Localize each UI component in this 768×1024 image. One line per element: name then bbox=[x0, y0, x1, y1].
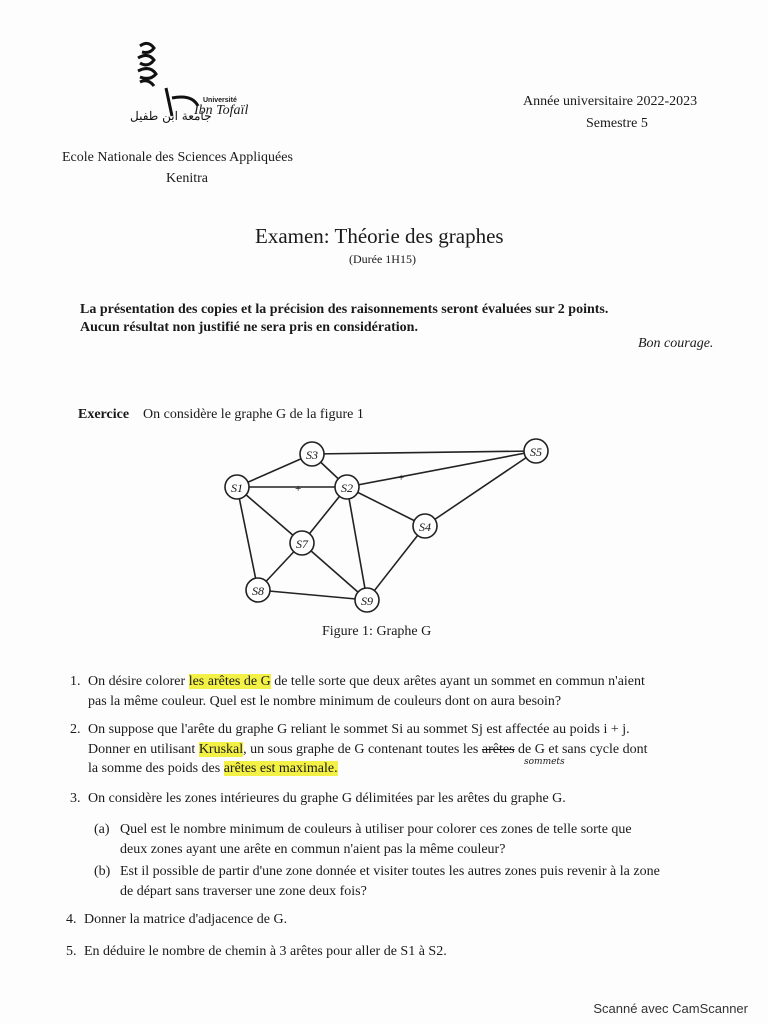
question-2: 2. On suppose que l'arête du graphe G reliant le sommet Si au sommet Sj est affectée au poids i + j. Donner en utilisant Kruskal, un sous graphe de G contenant toutes les arêtes de G et sans cycle dont la somme des poids des arêtes est maximale. bbox=[70, 722, 648, 776]
exercise-label: Exercice bbox=[78, 407, 130, 422]
question-3a: (a) Quel est le nombre minimum de couleurs à utiliser pour colorer ces zones de telle sorte que deux zones ayant une arête en commun n'aient pas la même couleur? bbox=[94, 822, 632, 857]
highlight: arêtes est maximale. bbox=[223, 761, 338, 776]
justification-note: Aucun résultat non justifié ne sera pris en considération. bbox=[80, 320, 418, 335]
question-number: (a) bbox=[94, 822, 110, 837]
exercise-text: On considère le graphe G de la figure 1 bbox=[143, 407, 364, 422]
exam-duration: (Durée 1H15) bbox=[349, 252, 416, 266]
scanner-watermark: Scanné avec CamScanner bbox=[593, 1001, 748, 1016]
logo-name-text: Ibn Tofaïl bbox=[194, 103, 249, 118]
question-3: 3. On considère les zones intérieures du graphe G délimitées par les arêtes du graphe G. bbox=[70, 789, 730, 809]
node-label: S9 bbox=[361, 594, 373, 608]
handwritten-note: sommets bbox=[524, 757, 565, 767]
node-label: S1 bbox=[231, 481, 243, 495]
question-number: 5. bbox=[66, 944, 77, 959]
logo-university-text: Université bbox=[203, 97, 237, 104]
node-label: S8 bbox=[252, 584, 264, 598]
node-label: S5 bbox=[530, 445, 542, 459]
graph-figure bbox=[200, 432, 560, 622]
question-number: 4. bbox=[66, 912, 77, 927]
edge-mark: + bbox=[398, 472, 405, 484]
node-label: S3 bbox=[306, 448, 318, 462]
question-number: 2. bbox=[70, 722, 81, 737]
figure-caption: Figure 1: Graphe G bbox=[322, 624, 432, 639]
struck-word: arêtes bbox=[481, 741, 515, 757]
grading-note: La présentation des copies et la précision des raisonnements seront évaluées sur 2 points. bbox=[80, 302, 609, 317]
question-4: 4. Donner la matrice d'adjacence de G. bbox=[66, 910, 726, 930]
node-label: S7 bbox=[296, 537, 308, 551]
academic-year: Année universitaire 2022-2023 bbox=[523, 94, 698, 109]
edge-mark: + bbox=[295, 483, 302, 495]
question-number: 3. bbox=[70, 791, 81, 806]
question-3b: (b) Est il possible de partir d'une zone donnée et visiter toutes les autres zones puis revenir à la zone de départ sans traverser une zone deux fois? bbox=[94, 864, 660, 899]
question-1: 1. On désire colorer les arêtes de G de telle sorte que deux arêtes ayant un sommet en commun n'aient pas la même couleur. Quel est le nombre minimum de couleurs dont on aura besoin? bbox=[70, 674, 645, 709]
question-number: (b) bbox=[94, 864, 111, 879]
question-5: 5. En déduire le nombre de chemin à 3 arêtes pour aller de S1 à S2. bbox=[66, 942, 726, 962]
highlight: Kruskal bbox=[198, 741, 244, 757]
highlight: les arêtes de G bbox=[188, 674, 271, 689]
exercise-intro bbox=[78, 407, 364, 423]
school-city: Kenitra bbox=[166, 171, 208, 186]
node-label: S4 bbox=[419, 520, 431, 534]
school-name: Ecole Nationale des Sciences Appliquées bbox=[62, 150, 293, 165]
svg-text:جامعة ابن طفيل: جامعة ابن طفيل bbox=[130, 109, 212, 123]
semester: Semestre 5 bbox=[586, 116, 648, 131]
question-number: 1. bbox=[70, 674, 81, 689]
node-label: S2 bbox=[341, 481, 353, 495]
exam-title: Examen: Théorie des graphes bbox=[255, 224, 504, 248]
good-luck: Bon courage. bbox=[638, 336, 714, 351]
